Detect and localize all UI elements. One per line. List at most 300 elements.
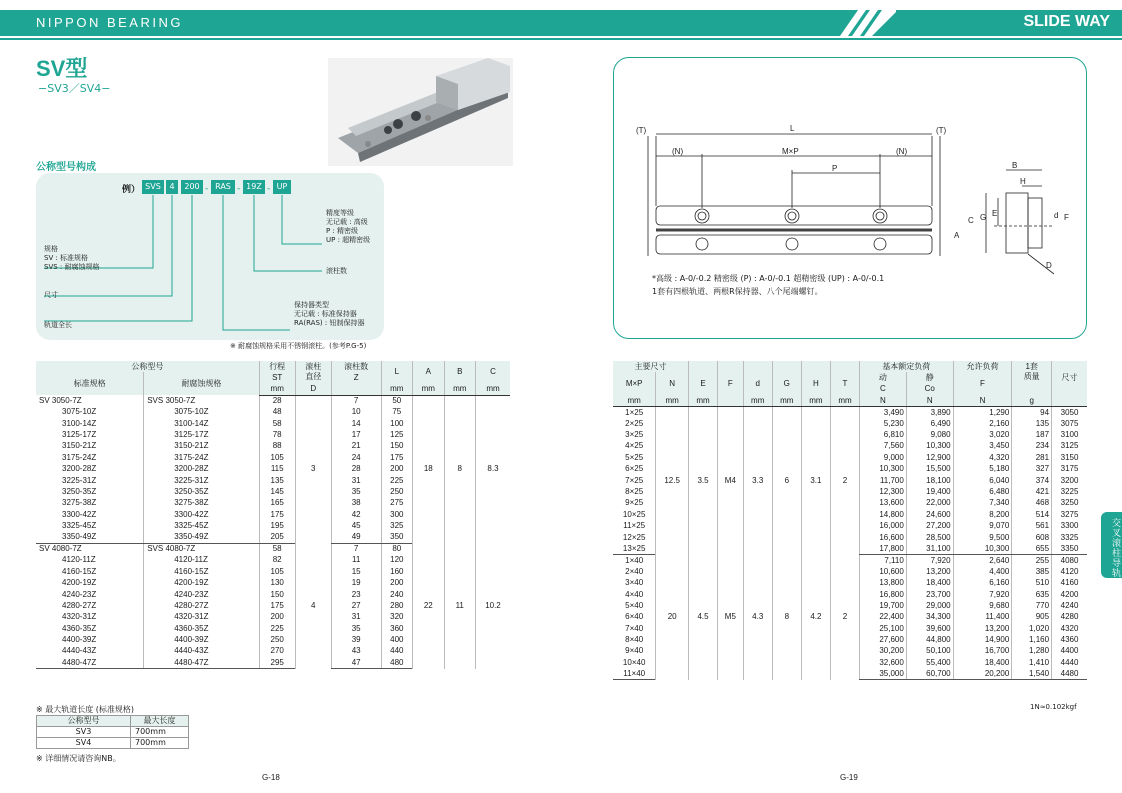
cell-stroke: 270 [259, 646, 295, 657]
cell-dyn-load: 16,800 [860, 589, 907, 600]
cell-std-model: 4480-47Z [36, 657, 144, 668]
cell-F: M4 [718, 407, 744, 555]
th-unit: N [953, 395, 1012, 406]
cell-corr-model: 4400-39Z [144, 634, 259, 645]
th-diam: 滚柱 直径 [295, 361, 331, 384]
th-allow: 允许负荷 [953, 361, 1012, 372]
cell-static-load: 18,100 [906, 475, 953, 486]
cell-stroke: 82 [259, 555, 295, 566]
dim-N-left: (N) [672, 147, 684, 156]
page-number-left: G-18 [262, 773, 280, 782]
cell-H: 4.2 [801, 555, 830, 680]
th-unit: mm [381, 384, 413, 395]
side-tab[interactable]: 交叉滚柱导轨 [1101, 512, 1122, 578]
code-dash: - [205, 184, 209, 194]
cell-roller-count: 27 [331, 600, 381, 611]
cell-corr-model: 4160-15Z [144, 566, 259, 577]
cell-dyn-load: 10,300 [860, 464, 907, 475]
cell-stroke: 205 [259, 532, 295, 543]
cell-L: 275 [381, 498, 413, 509]
contact-note: ※ 详细情况请咨询NB。 [36, 754, 121, 763]
cell-size: 3325 [1052, 532, 1087, 543]
cell-dyn-load: 9,000 [860, 452, 907, 463]
cell-corr-model: 4480-47Z [144, 657, 259, 668]
cell-roller-count: 15 [331, 566, 381, 577]
cell-corr-model: 4280-27Z [144, 600, 259, 611]
dimension-diagram [613, 57, 1087, 339]
cell-stroke: 28 [259, 395, 295, 406]
cell-L: 125 [381, 429, 413, 440]
table-row [613, 407, 1087, 418]
cell-mass: 905 [1012, 612, 1052, 623]
cell-MxP: 6×25 [625, 464, 644, 474]
brand-name: NIPPON BEARING [36, 15, 183, 30]
cell-corr-model: 4360-35Z [144, 623, 259, 634]
cell-stroke: 48 [259, 407, 295, 418]
cell-size: 3125 [1052, 441, 1087, 452]
code-box-cage: RAS [211, 180, 235, 194]
page-number-right: G-19 [840, 773, 858, 782]
ml-model: SV3 [37, 727, 131, 738]
th-unit: mm [743, 395, 772, 406]
cell-B: 8 [444, 395, 475, 543]
cell-N: 12.5 [656, 407, 689, 555]
cell-dyn-load: 7,560 [860, 441, 907, 452]
cell-mass: 327 [1012, 464, 1052, 475]
th-unit: mm [772, 395, 801, 406]
th-std: 标准规格 [36, 372, 144, 395]
cell-static-load: 34,300 [906, 612, 953, 623]
header-rule [0, 38, 1122, 40]
th-unit: mm [830, 395, 859, 406]
cell-MxP: 7×25 [625, 475, 644, 485]
cell-std-model: 4400-39Z [62, 635, 97, 645]
cell-allow-load: 18,400 [953, 657, 1012, 668]
cell-L: 200 [381, 464, 413, 475]
cell-stroke: 135 [259, 475, 295, 486]
cell-MxP: 8×40 [625, 635, 644, 645]
th-unit [718, 395, 744, 406]
cell-MxP: 9×40 [625, 646, 644, 656]
cell-dyn-load: 16,000 [860, 520, 907, 531]
cell-allow-load: 1,290 [953, 407, 1012, 418]
cell-dyn-load: 22,400 [860, 612, 907, 623]
cell-corr-model: 3150-21Z [144, 441, 259, 452]
th-unit: mm [656, 395, 689, 406]
th-dyn: 动 [860, 372, 907, 383]
cell-corr-model: 3100-14Z [144, 418, 259, 429]
cell-L: 325 [381, 520, 413, 531]
dim-MxP: M×P [782, 147, 799, 156]
cell-MxP: 11×40 [613, 669, 656, 680]
cell-mass: 234 [1012, 441, 1052, 452]
set-note: 1套有四根轨道、两根R保持器、八个尾端螺钉。 [652, 287, 823, 296]
cell-std-model: 3325-45Z [62, 521, 97, 531]
cell-std-model: 4440-43Z [62, 646, 97, 656]
cell-stroke: 130 [259, 577, 295, 588]
cell-dyn-load: 7,110 [860, 555, 907, 566]
cell-static-load: 7,920 [906, 555, 953, 566]
cell-L: 200 [381, 577, 413, 588]
cell-std-model: 3250-35Z [62, 486, 97, 496]
th-unit: N [906, 395, 953, 406]
cell-mass: 374 [1012, 475, 1052, 486]
cell-mass: 1,020 [1012, 623, 1052, 634]
cell-corr-model: 3225-31Z [144, 475, 259, 486]
cell-corr-model: 3325-45Z [144, 520, 259, 531]
cell-MxP: 7×40 [625, 623, 644, 633]
cell-mass: 561 [1012, 520, 1052, 531]
cell-std-model: 4360-35Z [62, 623, 97, 633]
cell-std-model: 3275-38Z [62, 498, 97, 508]
th-C: C [475, 361, 510, 384]
cell-allow-load: 9,500 [953, 532, 1012, 543]
cell-stroke: 145 [259, 486, 295, 497]
cell-G: 8 [772, 555, 801, 680]
cell-mass: 255 [1012, 555, 1052, 566]
cell-mass: 514 [1012, 509, 1052, 520]
cell-E: 3.5 [688, 407, 717, 555]
cell-dyn-load: 10,600 [860, 566, 907, 577]
cell-corr-model: 4200-19Z [144, 577, 259, 588]
th-model: 公称型号 [36, 361, 259, 372]
cell-dyn-load: 11,700 [860, 475, 907, 486]
th-B: B [444, 361, 475, 384]
th-Fv: F [953, 372, 1012, 395]
cell-MxP: 1×40 [625, 555, 644, 565]
product-photo [328, 58, 513, 166]
th-unit [1052, 395, 1087, 406]
cell-static-load: 28,500 [906, 532, 953, 543]
header-stripes [836, 10, 896, 36]
cell-size: 3175 [1052, 464, 1087, 475]
cell-static-load: 6,490 [906, 418, 953, 429]
cell-allow-load: 8,200 [953, 509, 1012, 520]
th-corr: 耐腐蚀规格 [144, 372, 259, 395]
cell-stroke: 58 [259, 418, 295, 429]
cell-N: 20 [656, 555, 689, 680]
code-box-length: 200 [181, 180, 203, 194]
cell-dyn-load: 35,000 [860, 669, 907, 680]
cell-G: 6 [772, 407, 801, 555]
cell-C: 8.3 [475, 395, 510, 543]
cell-A: 22 [413, 543, 444, 668]
table-row [613, 555, 1087, 566]
cell-L: 80 [381, 543, 413, 554]
cell-MxP: 6×40 [625, 612, 644, 622]
code-dash: - [267, 184, 271, 194]
cell-std-model: 4160-15Z [62, 566, 97, 576]
th-unit: mm [413, 384, 444, 395]
cell-mass: 135 [1012, 418, 1052, 429]
ml-th-len: 最大长度 [131, 716, 189, 727]
cell-allow-load: 7,340 [953, 498, 1012, 509]
cell-allow-load: 7,920 [953, 589, 1012, 600]
dim-H: H [1020, 177, 1026, 186]
th-load: 基本额定负荷 [860, 361, 954, 372]
th-d: D [295, 384, 331, 395]
cell-static-load: 23,700 [906, 589, 953, 600]
cell-corr-model: 3250-35Z [144, 486, 259, 497]
cell-allow-load: 3,020 [953, 429, 1012, 440]
cell-dyn-load: 6,810 [860, 429, 907, 440]
cell-H: 3.1 [801, 407, 830, 555]
cell-std-model: 3200-28Z [62, 464, 97, 474]
cell-L: 100 [381, 418, 413, 429]
cell-size: 3275 [1052, 509, 1087, 520]
code-dash: - [237, 184, 241, 194]
cell-MxP: 10×25 [622, 509, 646, 519]
label-series: 规格 SV : 标准规格 SVS : 耐腐蚀规格 [44, 245, 100, 271]
cell-static-load: 31,100 [906, 543, 953, 554]
cell-dyn-load: 5,230 [860, 418, 907, 429]
dim-A: A [954, 231, 960, 240]
cell-roller-count: 14 [331, 418, 381, 429]
cell-L: 75 [381, 407, 413, 418]
th-mass: 1套 质量 [1012, 361, 1052, 384]
cell-roller-count: 11 [331, 555, 381, 566]
cell-stroke: 175 [259, 509, 295, 520]
cell-L: 300 [381, 509, 413, 520]
cell-roller-count: 21 [331, 441, 381, 452]
cell-roller-count: 38 [331, 498, 381, 509]
cell-stroke: 150 [259, 589, 295, 600]
cell-corr-model: 3125-17Z [144, 429, 259, 440]
cell-L: 150 [381, 441, 413, 452]
left-spec-table [36, 361, 510, 669]
cell-L: 50 [381, 395, 413, 406]
cell-std-model: 3125-17Z [62, 430, 97, 440]
cell-static-load: 24,600 [906, 509, 953, 520]
cell-size: 3200 [1052, 475, 1087, 486]
cell-std-model: 3075-10Z [62, 407, 97, 417]
ml-model: SV4 [37, 738, 131, 749]
cell-mass: 635 [1012, 589, 1052, 600]
cell-roller-count: 39 [331, 634, 381, 645]
th-Cv: C [860, 384, 907, 395]
code-section-title: 公称型号构成 [36, 162, 96, 173]
cell-L: 360 [381, 623, 413, 634]
cell-mass: 770 [1012, 600, 1052, 611]
cell-corr-model: 4320-31Z [144, 612, 259, 623]
cell-dyn-load: 13,800 [860, 577, 907, 588]
cell-std-model: 3300-42Z [62, 509, 97, 519]
cell-allow-load: 6,040 [953, 475, 1012, 486]
cell-stroke: 175 [259, 600, 295, 611]
cell-corr-model: 3275-38Z [144, 498, 259, 509]
cell-L: 350 [381, 532, 413, 543]
dim-d: d [1054, 211, 1059, 220]
cell-corr-model: 3350-49Z [144, 532, 259, 543]
cell-L: 280 [381, 600, 413, 611]
cell-static-load: 50,100 [906, 646, 953, 657]
th-d: d [743, 372, 772, 395]
cell-std-model: SV 3050-7Z [39, 395, 82, 405]
th-N: N [656, 372, 689, 395]
table-row [36, 543, 510, 554]
cell-stroke: 195 [259, 520, 295, 531]
cell-allow-load: 16,700 [953, 646, 1012, 657]
cell-size: 4200 [1052, 589, 1087, 600]
code-box-series: SVS [142, 180, 164, 194]
cell-static-load: 18,400 [906, 577, 953, 588]
dim-F: F [1064, 213, 1069, 222]
cell-size: 3225 [1052, 486, 1087, 497]
dim-P: P [832, 164, 838, 173]
cell-stroke: 250 [259, 634, 295, 645]
cell-roller-count: 7 [331, 395, 381, 406]
cell-std-model: 3175-24Z [62, 452, 97, 462]
cell-size: 4320 [1052, 623, 1087, 634]
cell-dyn-load: 32,600 [860, 657, 907, 668]
cell-size: 4440 [1052, 657, 1087, 668]
cell-mass: 1,280 [1012, 646, 1052, 657]
cell-size: 4120 [1052, 566, 1087, 577]
code-box-rollers: 19Z [243, 180, 265, 194]
th-stroke: 行程 [259, 361, 295, 372]
cell-MxP: 4×25 [625, 441, 644, 451]
cell-std-model: 4120-11Z [62, 555, 96, 565]
code-box-size: 4 [166, 180, 178, 194]
cell-size: 4080 [1052, 555, 1087, 566]
cell-std-model: SV 4080-7Z [39, 544, 82, 554]
cell-allow-load: 3,450 [953, 441, 1012, 452]
cell-size: 3350 [1052, 543, 1087, 554]
cell-allow-load: 9,070 [953, 520, 1012, 531]
cell-mass: 608 [1012, 532, 1052, 543]
dim-T-right: (T) [936, 126, 947, 135]
th-E: E [688, 372, 717, 395]
cell-roller-count: 28 [331, 464, 381, 475]
cell-dyn-load: 3,490 [860, 407, 907, 418]
cell-roller-count: 23 [331, 589, 381, 600]
cell-roller-count: 7 [331, 543, 381, 554]
cell-allow-load: 10,300 [953, 543, 1012, 554]
th-unit: mm [475, 384, 510, 395]
header-bar [0, 10, 1122, 36]
cell-dyn-load: 14,800 [860, 509, 907, 520]
cell-stroke: 115 [259, 464, 295, 475]
cell-MxP: 9×25 [625, 498, 644, 508]
cell-MxP: 10×40 [622, 657, 646, 667]
cell-roller-count: 49 [331, 532, 381, 543]
cell-MxP: 4×40 [625, 589, 644, 599]
cell-size: 3075 [1052, 418, 1087, 429]
cell-allow-load: 4,320 [953, 452, 1012, 463]
cell-stroke: 105 [259, 566, 295, 577]
cell-corr-model: 3300-42Z [144, 509, 259, 520]
cell-A: 18 [413, 395, 444, 543]
cell-static-load: 22,000 [906, 498, 953, 509]
cell-size: 3300 [1052, 520, 1087, 531]
cell-static-load: 44,800 [906, 634, 953, 645]
cell-dyn-load: 27,600 [860, 634, 907, 645]
cell-T: 2 [830, 555, 859, 680]
cell-std-model: 3350-49Z [36, 532, 144, 543]
dim-B: B [1012, 161, 1018, 170]
cell-L: 440 [381, 646, 413, 657]
dim-N-right: (N) [896, 147, 908, 156]
cell-roller-count: 43 [331, 646, 381, 657]
cell-static-load: 55,400 [906, 657, 953, 668]
cell-MxP: 3×25 [625, 430, 644, 440]
dim-T-left: (T) [636, 126, 647, 135]
th-unit: N [860, 395, 907, 406]
dim-G: G [980, 213, 987, 222]
cell-corr-model: 4240-23Z [144, 589, 259, 600]
cell-corr-model: 3175-24Z [144, 452, 259, 463]
cell-size: 4400 [1052, 646, 1087, 657]
th-A: A [413, 361, 444, 384]
cell-T: 2 [830, 407, 859, 555]
cell-mass: 1,410 [1012, 657, 1052, 668]
th-unit [331, 384, 381, 395]
cell-allow-load: 2,160 [953, 418, 1012, 429]
cell-L: 400 [381, 634, 413, 645]
label-rollers: 滚柱数 [326, 267, 347, 275]
cell-static-load: 10,300 [906, 441, 953, 452]
cell-roller-count: 17 [331, 429, 381, 440]
th-unit: mm [259, 384, 295, 395]
th-unit: g [1012, 395, 1052, 406]
cell-std-model: 4200-19Z [62, 578, 97, 588]
cell-L: 160 [381, 566, 413, 577]
cell-dyn-load: 30,200 [860, 646, 907, 657]
cell-dyn-load: 19,700 [860, 600, 907, 611]
cell-size: 3150 [1052, 452, 1087, 463]
cell-allow-load: 20,200 [953, 669, 1012, 680]
cell-roller-diam: 3 [295, 395, 331, 543]
cell-F: M5 [718, 555, 744, 680]
cell-roller-count: 35 [331, 623, 381, 634]
cell-MxP: 5×25 [625, 452, 644, 462]
cell-corr-model: 3075-10Z [144, 407, 259, 418]
th-unit: mm [444, 384, 475, 395]
cell-static-load: 3,890 [906, 407, 953, 418]
section-title: SLIDE WAY [1023, 13, 1110, 30]
cell-dyn-load: 17,800 [860, 543, 907, 554]
cell-allow-load: 5,180 [953, 464, 1012, 475]
cell-dyn-load: 16,600 [860, 532, 907, 543]
cell-size: 3100 [1052, 429, 1087, 440]
cell-stroke: 165 [259, 498, 295, 509]
cell-MxP: 1×25 [625, 407, 644, 417]
cell-stroke: 58 [259, 543, 295, 554]
th-unit: mm [688, 395, 717, 406]
cell-mass: 468 [1012, 498, 1052, 509]
cell-MxP: 13×25 [613, 543, 656, 554]
th-st: ST [259, 372, 295, 383]
th-unit [1012, 384, 1052, 395]
cell-roller-count: 31 [331, 612, 381, 623]
cell-d: 3.3 [743, 407, 772, 555]
max-length-title: ※ 最大轨道长度 (标准规格) [36, 705, 135, 714]
cell-mass: 385 [1012, 566, 1052, 577]
cell-static-load: 15,500 [906, 464, 953, 475]
cell-size: 4360 [1052, 634, 1087, 645]
cell-static-load: 29,000 [906, 600, 953, 611]
cell-stroke: 88 [259, 441, 295, 452]
cell-allow-load: 6,480 [953, 486, 1012, 497]
unit-note: 1N≈0.102kgf [1030, 703, 1077, 711]
cell-allow-load: 9,680 [953, 600, 1012, 611]
cell-MxP: 2×25 [625, 418, 644, 428]
cell-L: 120 [381, 555, 413, 566]
diagram-drawing [614, 58, 1088, 340]
cell-L: 250 [381, 486, 413, 497]
cell-allow-load: 14,900 [953, 634, 1012, 645]
cell-MxP: 2×40 [625, 566, 644, 576]
